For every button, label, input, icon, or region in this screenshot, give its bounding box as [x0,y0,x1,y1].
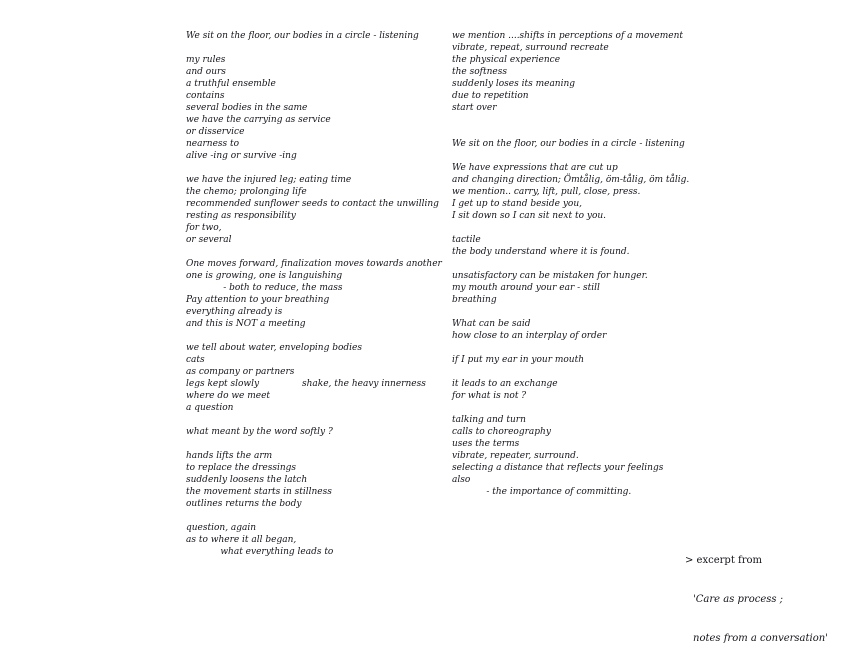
poem-line: the softness [452,67,507,77]
poem-line [186,42,442,54]
poem-line: as to where it all began, [186,535,297,545]
poem-line: I sit down so I can sit next to you. [452,211,607,221]
poem-line [452,306,689,318]
poem-line: recommended sunflower seeds to contact the unwilling [186,199,439,209]
poem-line: I get up to stand beside you, [452,199,583,209]
poem-line [452,366,689,378]
poem-line: my mouth around your ear - still [452,283,600,293]
poem-line: or several [186,235,232,245]
poem-line: unsatisfactory can be mistaken for hunger. [452,271,648,281]
poem-line: for two, [186,223,222,233]
poem-line [452,258,689,270]
poem-line: uses the terms [452,439,520,449]
poem-line: my rules [186,55,226,65]
poem-line: legs kept slowly shake, the heavy innerness [186,379,426,389]
poem-line: also [452,475,471,485]
poem-line: or disservice [186,127,245,137]
poem-line: calls to choreography [452,427,551,437]
poem-line: we mention ....shifts in perceptions of a movement [452,31,683,41]
poem-line: suddenly loses its meaning [452,79,576,89]
poem-line: to replace the dressings [186,463,297,473]
poem-line: cats [186,355,205,365]
poem-line [186,510,442,522]
poem-line: suddenly loosens the latch [186,475,308,485]
poem-line [186,246,442,258]
poem-line: start over [452,103,497,113]
excerpt-caption [685,528,828,671]
poem-line: talking and turn [452,415,526,425]
poem-line: question, again [186,523,257,533]
poem-line: the chemo; prolonging life [186,187,307,197]
poem-line: a truthful ensemble [186,79,276,89]
poem-line: what everything leads to [186,547,334,557]
poem-line [186,162,442,174]
poem-line: contains [186,91,225,101]
poem-line: what meant by the word softly ? [186,427,333,437]
caption-prefix: > excerpt from [685,555,762,566]
poem-line: the body understand where it is found. [452,247,630,257]
poem-line: we tell about water, enveloping bodies [186,343,362,353]
poem-line: What can be said [452,319,531,329]
poem-line [186,414,442,426]
poem-line: everything already is [186,307,283,317]
poem-line: hands lifts the arm [186,451,273,461]
poem-line [186,438,442,450]
poem-line: We have expressions that are cut up [452,163,618,173]
poem-line [452,150,689,162]
poem-line: resting as responsibility [186,211,296,221]
poem-line: a question [186,403,234,413]
poem-line [452,402,689,414]
poem-line: it leads to an exchange [452,379,558,389]
poem-line: One moves forward, finalization moves towards another [186,259,442,269]
poem-line: We sit on the floor, our bodies in a circle - listening [452,139,685,149]
poem-line: and this is NOT a meeting [186,319,306,329]
poem-line: tactile [452,235,481,245]
poem-line: due to repetition [452,91,529,101]
poem-line: breathing [452,295,497,305]
poem-line [452,126,689,138]
poem-line: outlines returns the body [186,499,302,509]
poem-column-right [452,30,689,498]
poem-line: for what is not ? [452,391,527,401]
poem-line: - the importance of committing. [452,487,632,497]
poem-line: we have the carrying as service [186,115,331,125]
caption-title-line-1: 'Care as process ; [693,594,784,605]
poem-line: how close to an interplay of order [452,331,607,341]
poem-line: as company or partners [186,367,295,377]
poem-line: where do we meet [186,391,271,401]
caption-title-line-2: notes from a conversation' [693,633,828,644]
poem-line: we mention.. carry, lift, pull, close, press. [452,187,641,197]
poem-line: the physical experience [452,55,561,65]
poem-line: Pay attention to your breathing [186,295,330,305]
poem-line [452,114,689,126]
poem-line: - both to reduce, the mass [186,283,343,293]
poem-line: alive -ing or survive -ing [186,151,297,161]
poem-column-left [186,30,442,558]
poem-line: if I put my ear in your mouth [452,355,585,365]
poem-line [186,330,442,342]
poem-line: and changing direction; Ömtålig, öm-tålig, öm tålig. [452,175,690,185]
poem-line [452,222,689,234]
poem-line: We sit on the floor, our bodies in a circle - listening [186,31,419,41]
poem-line: one is growing, one is languishing [186,271,343,281]
poem-line: selecting a distance that reflects your feelings [452,463,664,473]
poem-line: nearness to [186,139,240,149]
poem-line: vibrate, repeater, surround. [452,451,579,461]
poem-line: we have the injured leg; eating time [186,175,352,185]
poem-line [452,342,689,354]
poem-line: and ours [186,67,226,77]
poem-line: several bodies in the same [186,103,308,113]
poem-line: vibrate, repeat, surround recreate [452,43,609,53]
poem-line: the movement starts in stillness [186,487,332,497]
